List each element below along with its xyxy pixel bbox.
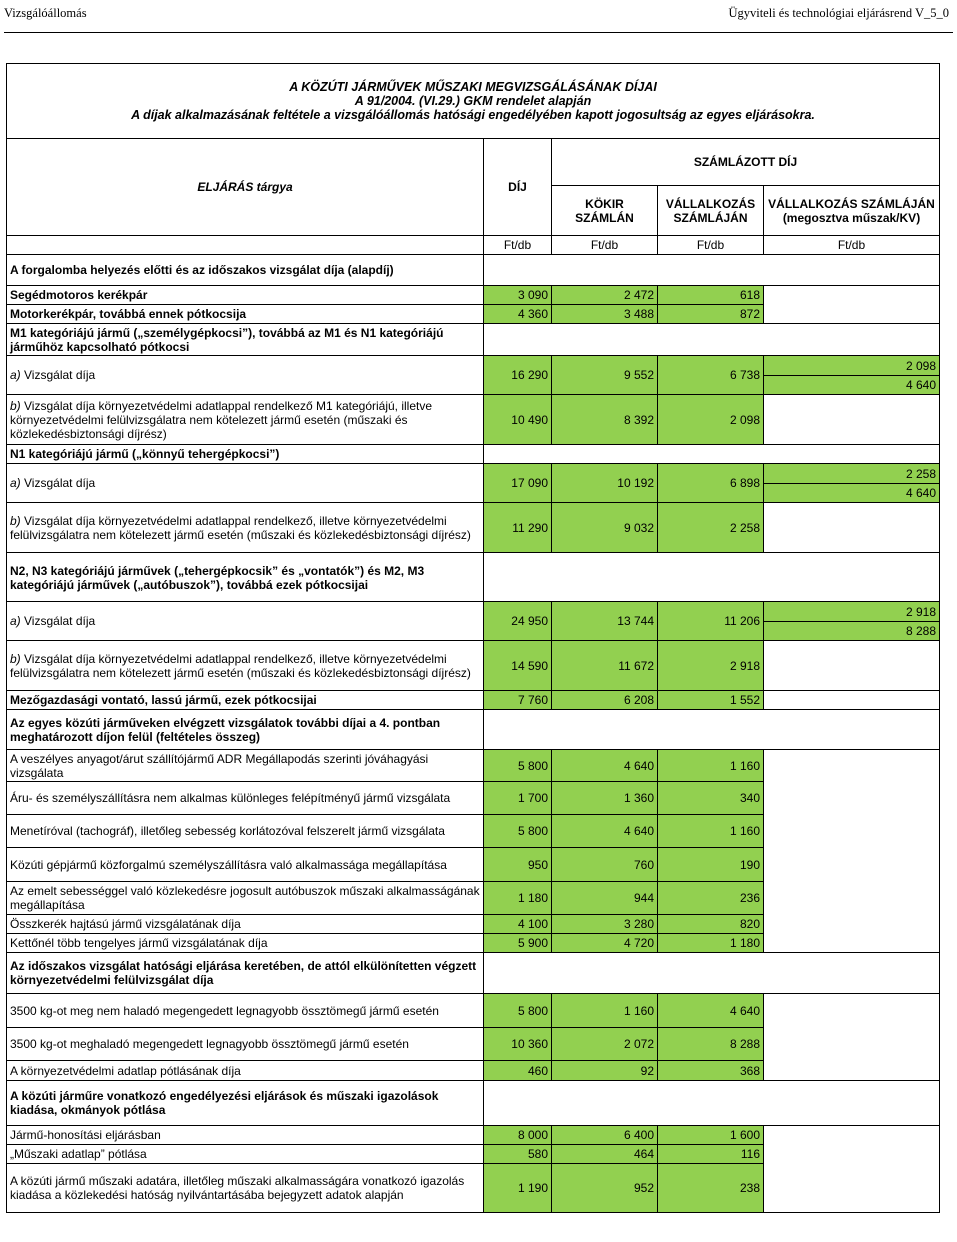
cell-kokir: 13 744 [552,602,658,641]
cell-megosztva-2: 8 288 [764,622,940,641]
row-label: „Műszaki adatlap” pótlása [7,1145,484,1164]
cell-vall: 340 [658,782,764,815]
cell-kokir: 952 [552,1164,658,1213]
cell-dij: 8 000 [484,1126,552,1145]
cell-vall: 236 [658,882,764,915]
cell-dij: 10 360 [484,1028,552,1061]
cell-kokir: 4 720 [552,934,658,953]
title-line1: A KÖZÚTI JÁRMŰVEK MŰSZAKI MEGVIZSGÁLÁSÁNAK DÍJAI [289,80,657,94]
cell-kokir: 9 032 [552,503,658,553]
cell-vall: 1 180 [658,934,764,953]
cell-vall: 8 288 [658,1028,764,1061]
unit-blank [7,236,484,255]
cell-megosztva-1: 2 258 [764,464,940,484]
cell-vall: 190 [658,848,764,882]
cell-dij: 3 090 [484,286,552,305]
cell-vall: 820 [658,915,764,934]
row-prefix: b) [10,651,21,666]
cell-dij: 17 090 [484,464,552,503]
cell-megosztva-2: 4 640 [764,484,940,503]
row-prefix: b) [10,513,21,528]
cell-dij: 5 800 [484,750,552,782]
cell-kokir: 2 072 [552,1028,658,1061]
unit-kokir: Ft/db [552,236,658,255]
cell-kokir: 11 672 [552,641,658,691]
row-prefix: a) [10,368,21,382]
col-szamlazott: SZÁMLÁZOTT DÍJ [552,139,940,186]
col-vallalkozas: VÁLLALKOZÁS SZÁMLÁJÁN [658,186,764,236]
row-label [7,503,484,553]
cell-vall: 1 552 [658,691,764,710]
row-label [7,602,484,641]
row-label: A közúti jármű műszaki adatára, illetőleg műszaki alkalmasságára vonatkozó igazolás kiadása a közlekedési hatóság nyilvántartásába bejegyzett adatok alapján [7,1164,484,1213]
unit-vall: Ft/db [658,236,764,255]
row-text: Vizsgálat díja környezetvédelmi adatlappal rendelkező M1 kategóriájú, illetve környezetvédelmi felülvizsgálatra nem kötelezett jármű esetén (műszaki és közlekedésbiztonsági díjrész) [10,398,433,441]
col-vallalkozas-megosztva [764,186,940,236]
col-dij: DÍJ [484,139,552,236]
row-label [7,356,484,395]
cell-vall: 238 [658,1164,764,1213]
cell-vall: 6 898 [658,464,764,503]
cell-dij: 5 900 [484,934,552,953]
cell-vall: 4 640 [658,994,764,1028]
cell-kokir: 464 [552,1145,658,1164]
cell-dij: 24 950 [484,602,552,641]
row-label: A környezetvédelmi adatlap pótlásának díja [7,1061,484,1081]
col-eljaras: ELJÁRÁS tárgya [7,139,484,236]
title-line2: A 91/2004. (VI.29.) GKM rendelet alapján [354,94,592,108]
row-text: Vizsgálat díja környezetvédelmi adatlappal rendelkező, illetve környezetvédelmi felülvizsgálatra nem kötelezett jármű esetén (műszaki és közlekedésbiztonsági díjrész) [10,513,471,542]
row-label [7,641,484,691]
title-line3: A díjak alkalmazásának feltétele a vizsgálóállomás hatósági engedélyében kapott jogosultság az egyes eljárásokra. [131,108,815,122]
cell-vall: 2 258 [658,503,764,553]
cell-dij: 1 180 [484,882,552,915]
col-vallalkozas-megosztva-label: VÁLLALKOZÁS SZÁMLÁJÁN [768,196,935,211]
unit-megosztva: Ft/db [764,236,940,255]
cell-dij: 5 800 [484,815,552,848]
section-title: N1 kategóriájú jármű („könnyű tehergépkocsi”) [7,445,484,464]
section-title: Az egyes közúti járműveken elvégzett vizsgálatok további díjai a 4. pontban meghatározott díjon felül (feltételes összeg) [7,710,484,750]
cell-vall: 1 160 [658,815,764,848]
cell-dij: 950 [484,848,552,882]
cell-kokir: 2 472 [552,286,658,305]
cell-vall: 1 600 [658,1126,764,1145]
cell-kokir: 1 360 [552,782,658,815]
cell-kokir: 944 [552,882,658,915]
cell-vall: 2 098 [658,395,764,445]
row-label: Közúti gépjármű közforgalmú személyszállításra való alkalmassága megállapítása [7,848,484,882]
row-label: Az emelt sebességgel való közlekedésre jogosult autóbuszok műszaki alkalmasságának megállapítása [7,882,484,915]
cell-dij: 4 100 [484,915,552,934]
row-label: Jármű-honosítási eljárásban [7,1126,484,1145]
unit-dij: Ft/db [484,236,552,255]
cell-kokir: 3 280 [552,915,658,934]
row-label: Kettőnél több tengelyes jármű vizsgálatának díja [7,934,484,953]
cell-vall: 116 [658,1145,764,1164]
row-label [7,395,484,445]
cell-dij: 14 590 [484,641,552,691]
row-text: Vizsgálat díja [24,614,96,628]
cell-megosztva-1: 2 918 [764,602,940,622]
header-rule [4,32,953,33]
row-label: Menetíróval (tachográf), illetőleg sebesség korlátozóval felszerelt jármű vizsgálata [7,815,484,848]
cell-megosztva-2: 4 640 [764,376,940,395]
row-prefix: b) [10,398,21,413]
cell-dij: 7 760 [484,691,552,710]
fee-table [6,63,940,1213]
cell-dij: 4 360 [484,305,552,324]
cell-megosztva-1: 2 098 [764,356,940,376]
row-text: Vizsgálat díja [24,476,96,490]
row-label: Mezőgazdasági vontató, lassú jármű, ezek pótkocsijai [7,691,484,710]
cell-vall: 1 160 [658,750,764,782]
cell-kokir: 8 392 [552,395,658,445]
section-title: N2, N3 kategóriájú járművek („tehergépkocsik” és „vontatók”) és M2, M3 kategóriájú járművek („autóbuszok”), továbbá ezek pótkocsijai [7,553,484,602]
cell-kokir: 1 160 [552,994,658,1028]
row-text: Vizsgálat díja környezetvédelmi adatlappal rendelkező, illetve környezetvédelmi felülvizsgálatra nem kötelezett jármű esetén (műszaki és közlekedésbiztonsági díjrész) [10,651,471,680]
cell-kokir: 10 192 [552,464,658,503]
row-label: Összkerék hajtású jármű vizsgálatának díja [7,915,484,934]
cell-dij: 11 290 [484,503,552,553]
col-kokir: KÖKIR SZÁMLÁN [552,186,658,236]
cell-vall: 368 [658,1061,764,1081]
cell-dij: 460 [484,1061,552,1081]
cell-kokir: 6 400 [552,1126,658,1145]
row-prefix: a) [10,476,21,490]
cell-dij: 16 290 [484,356,552,395]
section-title: Az időszakos vizsgálat hatósági eljárása keretében, de attól elkülönítetten végzett környezetvédelmi felülvizsgálat díja [7,953,484,994]
cell-kokir: 6 208 [552,691,658,710]
section-title: A közúti járműre vonatkozó engedélyezési eljárások és műszaki igazolások kiadása, okmányok pótlása [7,1081,484,1126]
cell-kokir: 3 488 [552,305,658,324]
cell-kokir: 760 [552,848,658,882]
cell-vall: 6 738 [658,356,764,395]
cell-kokir: 9 552 [552,356,658,395]
cell-vall: 872 [658,305,764,324]
cell-vall: 11 206 [658,602,764,641]
row-label: Segédmotoros kerékpár [7,286,484,305]
header-right: Ügyviteli és technológiai eljárásrend V_5_0 [728,6,949,20]
row-label: 3500 kg-ot meghaladó megengedett legnagyobb össztömegű jármű esetén [7,1028,484,1061]
table-title [7,64,940,139]
row-label [7,464,484,503]
cell-vall: 618 [658,286,764,305]
cell-dij: 10 490 [484,395,552,445]
cell-dij: 1 700 [484,782,552,815]
cell-dij: 580 [484,1145,552,1164]
cell-dij: 5 800 [484,994,552,1028]
cell-vall: 2 918 [658,641,764,691]
section-title: A forgalomba helyezés előtti és az időszakos vizsgálat díja (alapdíj) [7,255,484,286]
row-label: A veszélyes anyagot/árut szállítójármű ADR Megállapodás szerinti jóváhagyási vizsgálata [7,750,484,782]
section-title: M1 kategóriájú jármű („személygépkocsi”), továbbá az M1 és N1 kategóriájú járműhöz kapcsolható pótkocsi [7,324,484,356]
header-left: Vizsgálóállomás [4,6,87,20]
cell-kokir: 4 640 [552,750,658,782]
cell-dij: 1 190 [484,1164,552,1213]
row-prefix: a) [10,614,21,628]
row-text: Vizsgálat díja [24,368,96,382]
row-label: Motorkerékpár, továbbá ennek pótkocsija [7,305,484,324]
row-label: 3500 kg-ot meg nem haladó megengedett legnagyobb össztömegű jármű esetén [7,994,484,1028]
cell-kokir: 92 [552,1061,658,1081]
col-megosztva-note: (megosztva műszak/KV) [782,210,921,225]
cell-kokir: 4 640 [552,815,658,848]
row-label: Áru- és személyszállításra nem alkalmas különleges felépítményű jármű vizsgálata [7,782,484,815]
